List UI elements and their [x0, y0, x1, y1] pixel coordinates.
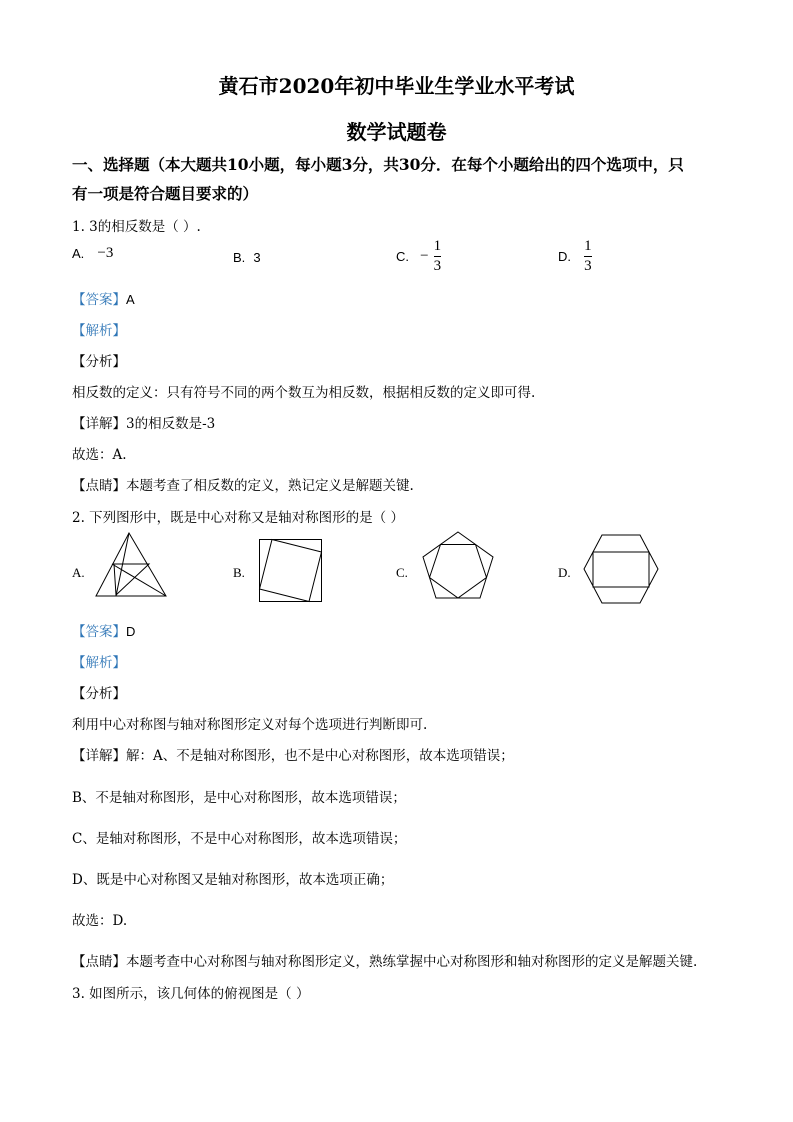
- q2-figure-d-hexagon-icon: [582, 533, 660, 605]
- dianjing-text: 本题考查了相反数的定义，熟记定义是解题关键.: [126, 478, 414, 494]
- q2-fenxi-text: 利用中心对称图与轴对称图形定义对每个选项进行判断即可.: [72, 717, 428, 733]
- q1-question: 1. 3的相反数是（ ）.: [72, 219, 201, 235]
- exam-title: 黄石市2020年初中毕业生学业水平考试: [218, 74, 575, 98]
- section-heading-line1: 一、选择题（本大题共10小题，每小题3分，共30分．在每个小题给出的四个选项中，只: [72, 155, 684, 174]
- fraction-bar: [434, 256, 442, 257]
- option-label: A.: [72, 246, 85, 261]
- q2-dianjing: [72, 950, 697, 970]
- detail-text: 解：A、不是轴对称图形，也不是中心对称图形，故本选项错误；: [126, 748, 514, 764]
- q1-detail: [72, 412, 215, 432]
- section-heading-line2: 有一项是符合题目要求的）: [72, 184, 259, 203]
- option-value: 3: [253, 250, 261, 265]
- fraction: [434, 238, 442, 275]
- minus-sign: −: [420, 248, 429, 264]
- answer-value: A: [126, 292, 135, 307]
- numerator: 1: [584, 238, 592, 254]
- q1-choose: 故选：A.: [72, 447, 127, 463]
- q1-analysis-tag: 【解析】: [72, 323, 126, 339]
- option-label: D.: [558, 249, 571, 264]
- q2-detail: [72, 744, 514, 764]
- exam-subtitle: 数学试题卷: [346, 120, 447, 144]
- answer-tag: 【答案】: [72, 292, 126, 308]
- q1-option-c: [396, 238, 441, 275]
- q1-answer: [72, 288, 135, 308]
- option-value: −3: [97, 245, 114, 261]
- detail-tag: 【详解】: [72, 416, 126, 432]
- q2-figure-c-pentagon-icon: [420, 530, 496, 602]
- answer-value: D: [126, 624, 136, 639]
- q2-line-d: D、既是中心对称图又是轴对称图形，故本选项正确；: [72, 872, 394, 888]
- detail-text: 3的相反数是-3: [126, 416, 216, 432]
- q2-option-b-label: B.: [233, 565, 245, 580]
- q2-option-a-label: A.: [72, 565, 85, 580]
- q2-figure-a-triangle-icon: [92, 530, 172, 600]
- q1-fenxi-text: 相反数的定义：只有符号不同的两个数互为相反数，根据相反数的定义即可得.: [72, 385, 536, 401]
- q1-fenxi-tag: 【分析】: [72, 354, 126, 370]
- denominator: 3: [433, 258, 442, 274]
- q2-answer: [72, 620, 135, 640]
- q2-analysis-tag: 【解析】: [72, 655, 126, 671]
- dianjing-text: 本题考查中心对称图与轴对称图形定义，熟练掌握中心对称图形和轴对称图形的定义是解题关键.: [126, 954, 698, 970]
- q1-dianjing: [72, 474, 414, 494]
- denominator: 3: [584, 258, 592, 274]
- option-label: C.: [396, 249, 409, 264]
- q1-option-a: [72, 243, 113, 262]
- q3-question: 3. 如图所示，该几何体的俯视图是（ ）: [72, 986, 310, 1002]
- dianjing-tag: 【点睛】: [72, 478, 126, 494]
- q1-option-d: [558, 238, 592, 275]
- q2-choose: 故选：D.: [72, 913, 128, 929]
- answer-tag: 【答案】: [72, 624, 126, 640]
- q2-line-c: C、是轴对称图形，不是中心对称图形，故本选项错误；: [72, 831, 407, 847]
- numerator: 1: [433, 238, 442, 254]
- q2-figure-b-square-icon: [258, 538, 324, 604]
- q1-option-b: [233, 247, 261, 266]
- q2-question: 2. 下列图形中，既是中心对称又是轴对称图形的是（ ）: [72, 510, 404, 526]
- q2-option-c-label: C.: [396, 565, 408, 580]
- q2-fenxi-tag: 【分析】: [72, 686, 126, 702]
- q2-line-b: B、不是轴对称图形，是中心对称图形，故本选项错误；: [72, 790, 406, 806]
- fraction-bar: [584, 256, 592, 257]
- dianjing-tag: 【点睛】: [72, 954, 126, 970]
- fraction: [584, 238, 592, 275]
- q2-option-d-label: D.: [558, 565, 571, 580]
- detail-tag: 【详解】: [72, 748, 126, 764]
- option-label: B.: [233, 250, 246, 265]
